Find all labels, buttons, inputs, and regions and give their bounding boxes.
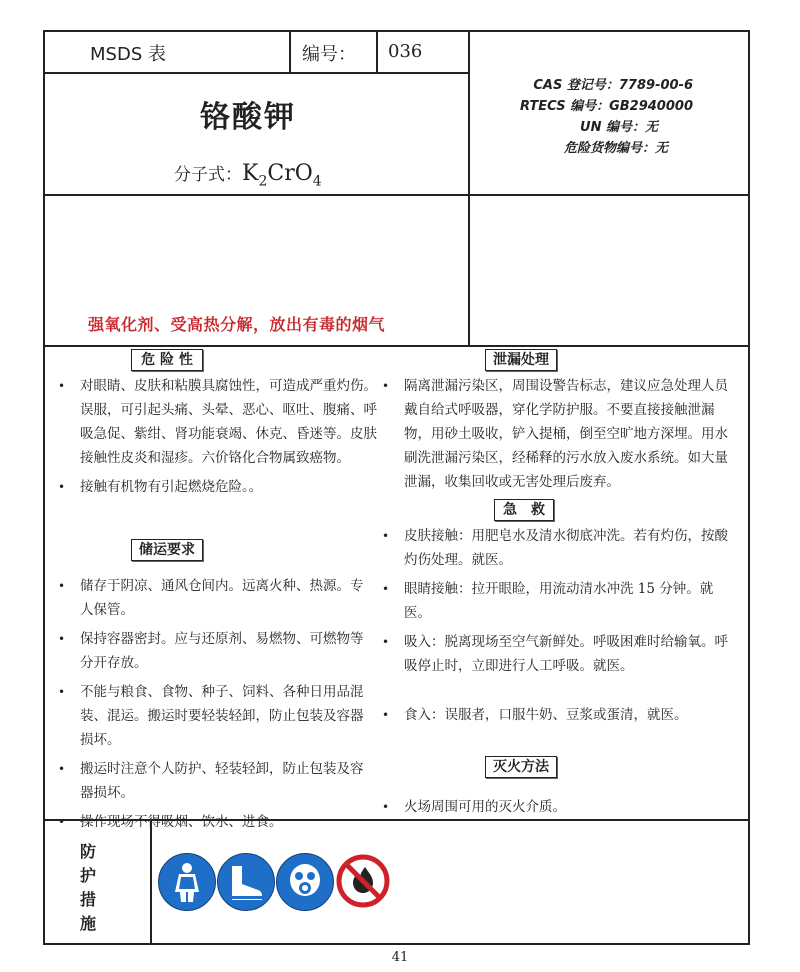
storage-list xyxy=(56,574,376,839)
safety-boots-icon xyxy=(217,853,275,911)
chemical-formula: $K_2CrO_4$ xyxy=(242,161,322,190)
list-item: • 接触有机物有引起燃烧危险。。 xyxy=(56,475,386,499)
list-item: • 储存于阴凉、通风仓间内。远离火种、热源。专人保管。 xyxy=(56,574,376,622)
header-cell-divider-1 xyxy=(289,30,291,72)
no-fire-icon xyxy=(335,853,391,909)
name-row-line xyxy=(43,194,750,196)
dangerous-goods-number: 危险货物编号：无 xyxy=(563,141,668,156)
header-row-line xyxy=(43,72,469,74)
hazards-list xyxy=(56,374,386,504)
list-item: • 不能与粮食、食物、种子、饲料、各种日用品混装、混运。搬运时要轻装轻卸，防止包装及容器损坏。 xyxy=(56,680,376,752)
leak-list xyxy=(380,374,736,499)
hazards-heading: 危 险 性 xyxy=(131,349,203,371)
protection-label-3: 措 xyxy=(79,890,96,909)
formula-label: 分子式： xyxy=(174,165,242,185)
number-label: 编号： xyxy=(302,44,356,65)
protection-label-2: 护 xyxy=(79,866,96,885)
list-item: • 食入：误服者，口服牛奶、豆浆或蛋清，就医。 xyxy=(380,703,736,727)
list-item: • 隔离泄漏污染区，周围设警告标志，建议应急处理人员戴自给式呼吸器，穿化学防护服。不要直接接触泄漏物，用砂土吸收，铲入提桶，倒至空旷地方深埋。用水刷洗泄漏污染区，经稀释的污水放入废水系统。如大量泄漏，收集回收或无害处理后废弃。 xyxy=(380,374,736,494)
page-number: 41 xyxy=(391,950,409,965)
first-aid-list xyxy=(380,524,736,732)
fire-fighting-list xyxy=(380,795,736,824)
rtecs-number: RTECS 编号：GB2940000 xyxy=(519,99,693,114)
un-number: UN 编号：无 xyxy=(580,120,658,135)
list-item: • 皮肤接触：用肥皂水及清水彻底冲洗。若有灼伤，按酸灼伤处理。就医。 xyxy=(380,524,736,572)
list-item: • 搬运时注意个人防护、轻装轻卸，防止包装及容器损坏。 xyxy=(56,757,376,805)
substance-name: 铬酸钾 xyxy=(200,100,296,135)
protection-label-4: 施 xyxy=(79,914,96,933)
gas-mask-icon xyxy=(276,853,334,911)
list-item: • 对眼睛、皮肤和粘膜具腐蚀性，可造成严重灼伤。误服，可引起头痛、头晕、恶心、呕吐、腹痛、呼吸急促、紫绀、肾功能衰竭、休克、昏迷等。皮肤接触性皮炎和湿疹。六价铬化合物属致癌物。 xyxy=(56,374,386,470)
fire-fighting-heading: 灭火方法 xyxy=(485,756,557,778)
warning-row-line xyxy=(43,345,750,347)
first-aid-heading: 急 救 xyxy=(494,499,554,521)
cas-number: CAS 登记号：7789-00-6 xyxy=(533,78,693,93)
list-item: • 保持容器密封。应与还原剂、易燃物、可燃物等分开存放。 xyxy=(56,627,376,675)
list-item: • 火场周围可用的灭火介质。 xyxy=(380,795,736,819)
storage-heading: 储运要求 xyxy=(131,539,203,561)
list-item: • 眼睛接触：拉开眼睑，用流动清水冲洗 15 分钟。就医。 xyxy=(380,577,736,625)
formula-row xyxy=(174,160,322,189)
list-item: • 操作现场不得吸烟、饮水、进食。 xyxy=(56,810,376,834)
protective-suit-icon xyxy=(158,853,216,911)
leak-heading: 泄漏处理 xyxy=(485,349,557,371)
list-item: • 吸入：脱离现场至空气新鲜处。呼吸困难时给输氧。呼吸停止时，立即进行人工呼吸。就医。 xyxy=(380,630,736,678)
msds-label: MSDS 表 xyxy=(90,44,166,65)
header-cell-divider-2 xyxy=(376,30,378,72)
hazard-warning-text: 强氧化剂、受高热分解，放出有毒的烟气 xyxy=(88,315,386,334)
protection-label-1: 防 xyxy=(79,842,96,861)
number-value: 036 xyxy=(388,41,423,62)
